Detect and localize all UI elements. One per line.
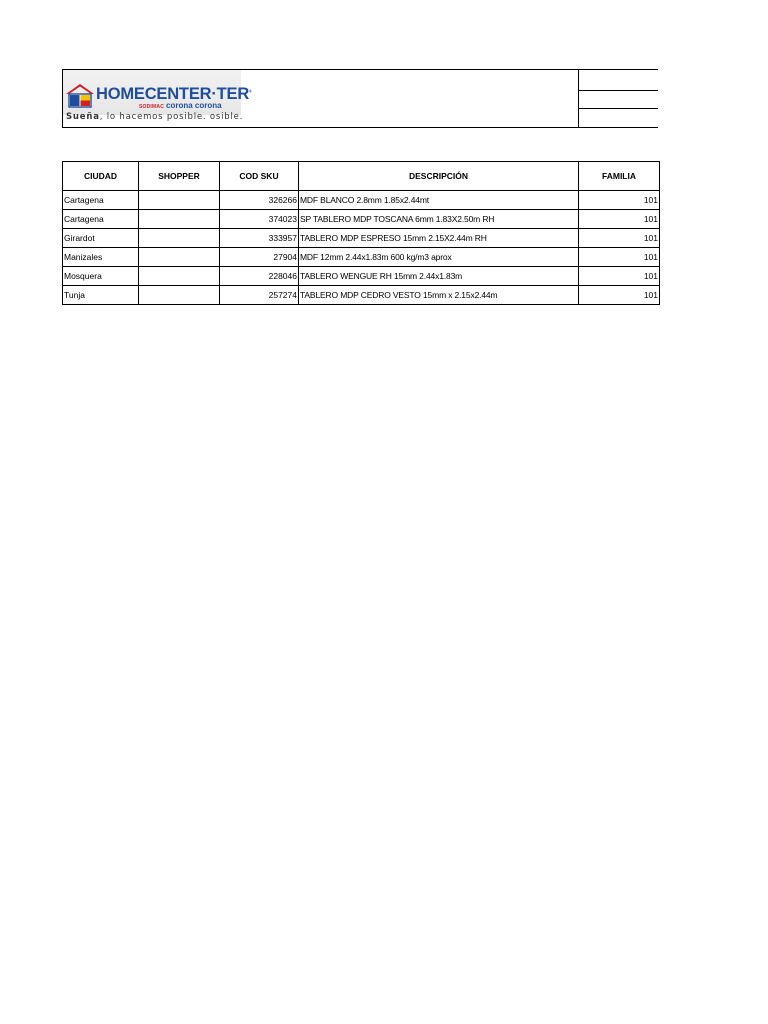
header-familia: FAMILIA [579, 162, 660, 191]
header-row-line [579, 108, 658, 109]
cell-cod-sku: 228046 [220, 267, 299, 286]
homecenter-logo [63, 70, 252, 127]
cell-cod-sku: 333957 [220, 229, 299, 248]
header-descripcion: DESCRIPCIÓN [299, 162, 579, 191]
cell-descripcion: MDF 12mm 2.44x1.83m 600 kg/m3 aprox [299, 248, 579, 267]
header-divider [578, 70, 579, 127]
cell-cod-sku: 27904 [220, 248, 299, 267]
cell-cod-sku: 257274 [220, 286, 299, 305]
sodimac-label: SODIMAC [139, 104, 165, 110]
header-cod-sku: COD SKU [220, 162, 299, 191]
house-icon [65, 83, 95, 108]
cell-shopper [139, 210, 220, 229]
table-row [63, 248, 660, 267]
cell-descripcion: TABLERO MDP ESPRESO 15mm 2.15X2.44m RH [299, 229, 579, 248]
cell-shopper [139, 248, 220, 267]
table-header-row [63, 162, 660, 191]
cell-ciudad: Mosquera [63, 267, 139, 286]
table-row [63, 267, 660, 286]
cell-familia: 101 [579, 286, 660, 305]
table-row [63, 286, 660, 305]
cell-familia: 101 [579, 229, 660, 248]
cell-ciudad: Manizales [63, 248, 139, 267]
table-row [63, 229, 660, 248]
cell-descripcion: MDF BLANCO 2.8mm 1.85x2.44mt [299, 191, 579, 210]
cell-ciudad: Tunja [63, 286, 139, 305]
cell-shopper [139, 267, 220, 286]
cell-ciudad: Cartagena [63, 191, 139, 210]
cell-ciudad: Cartagena [63, 210, 139, 229]
header-ciudad: CIUDAD [63, 162, 139, 191]
cell-descripcion: TABLERO MDP CEDRO VESTO 15mm x 2.15x2.44m [299, 286, 579, 305]
cell-cod-sku: 374023 [220, 210, 299, 229]
product-table [62, 161, 660, 305]
cell-shopper [139, 191, 220, 210]
cell-familia: 101 [579, 248, 660, 267]
table-row [63, 191, 660, 210]
header-shopper: SHOPPER [139, 162, 220, 191]
cell-familia: 101 [579, 210, 660, 229]
document-header [62, 69, 658, 128]
cell-familia: 101 [579, 191, 660, 210]
logo-tagline: Sueña, lo hacemos posible. osible. [66, 112, 244, 122]
cell-ciudad: Girardot [63, 229, 139, 248]
brand-subline [139, 102, 222, 110]
cell-descripcion: TABLERO WENGUE RH 15mm 2.44x1.83m [299, 267, 579, 286]
cell-cod-sku: 326266 [220, 191, 299, 210]
table-row [63, 210, 660, 229]
cell-descripcion: SP TABLERO MDP TOSCANA 6mm 1.83X2.50m RH [299, 210, 579, 229]
cell-shopper [139, 286, 220, 305]
cell-shopper [139, 229, 220, 248]
cell-familia: 101 [579, 267, 660, 286]
brand-name: HOMECENTER·TER® [96, 85, 252, 103]
corona-label: corona corona [166, 101, 222, 110]
header-row-line [579, 90, 658, 91]
